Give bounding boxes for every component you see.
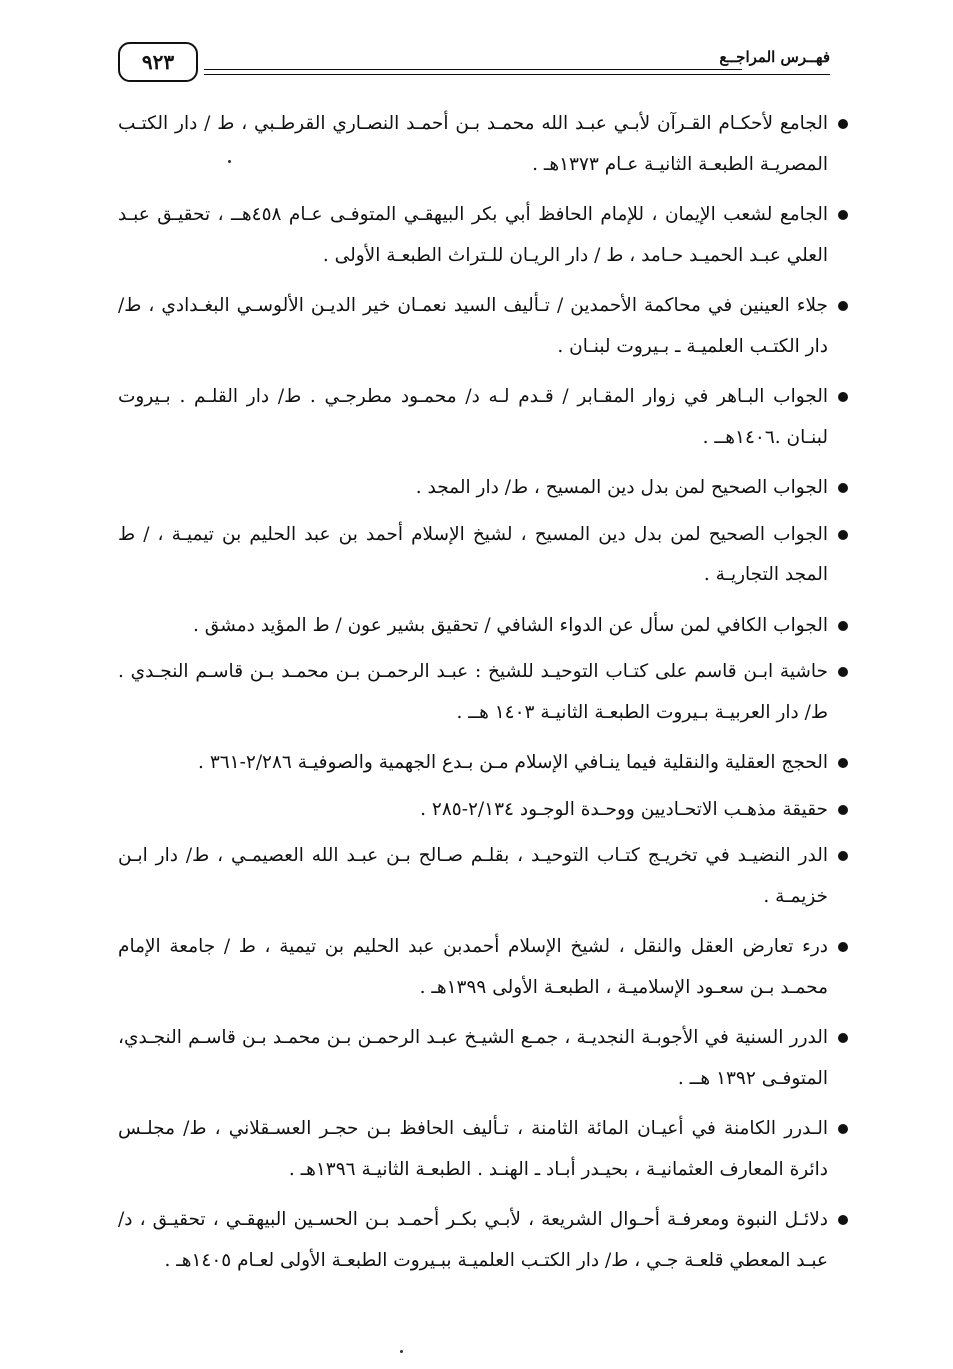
scan-speck: [400, 1350, 403, 1353]
page-header: [118, 42, 830, 88]
reference-text: الجواب الصحيح لمن بدل دين المسيح ، لشيخ الإسلام أحمد بن عبد الحليم بن تيميـة ، / ط المجد التجاريـة .: [118, 523, 828, 585]
reference-entry: [118, 1200, 852, 1281]
reference-entry: [118, 515, 852, 596]
reference-text: الدر النضيـد في تخريـج كتـاب التوحيـد ، بقلـم صـالح بـن عبـد الله العصيمـي ، ط/ دار ابـن خزيمـة .: [118, 845, 828, 907]
bullet-icon: [838, 301, 848, 311]
bullet-icon: [838, 392, 848, 402]
bullet-icon: [838, 621, 848, 631]
reference-text: دلائـل النبوة ومعرفـة أحـوال الشريعة ، لأبـي بكـر أحمـد بـن الحسـين البيهقـي ، تحقيـق ، د/ عبـد المعطي قلعـة جـي ، ط/ دار الكتـب العلميـة ببـيروت الطبعـة الأولى لعـام ١٤٠٥هـ .: [118, 1209, 828, 1271]
reference-text: الحجج العقلية والنقلية فيما ينـافي الإسلام مـن بـدع الجهمية والصوفيـة ٢/٢٨٦-٣٦١ .: [198, 752, 828, 773]
reference-entry: [118, 836, 852, 917]
bullet-icon: [838, 119, 848, 129]
reference-entry: [118, 790, 852, 831]
bullet-icon: [838, 805, 848, 815]
bullet-icon: [838, 210, 848, 220]
bullet-icon: [838, 851, 848, 861]
reference-text: الـدرر الكامنة في أعيـان المائة الثامنة ، تـأليف الحافظ بـن حجـر العسـقلاني ، ط/ مجلـس دائرة المعارف العثمانيـة ، بحيـدر أبـاد ـ الهنـد . الطبعـة الثانيـة ١٣٩٦هـ .: [118, 1118, 828, 1180]
running-title: فهــرس المراجــع: [715, 48, 830, 66]
scan-speck: [228, 160, 231, 163]
bullet-icon: [838, 758, 848, 768]
bullet-icon: [838, 667, 848, 677]
page-number: ٩٢٣: [118, 42, 198, 82]
reference-entry: [118, 286, 852, 367]
reference-text: الجواب الصحيح لمن بدل دين المسيح ، ط/ دار المجد .: [415, 477, 828, 498]
bullet-icon: [838, 1124, 848, 1134]
reference-entry: [118, 652, 852, 733]
reference-text: جلاء العينين في محاكمة الأحمدين / تـأليف السيد نعمـان خير الديـن الألوسـي البغـدادي ، ط/ دار الكتـب العلميـة ـ بـيروت لبنـان .: [118, 295, 828, 357]
bullet-icon: [838, 530, 848, 540]
reference-entry: [118, 377, 852, 458]
reference-entry: [118, 743, 852, 784]
reference-entry: [118, 1018, 852, 1099]
reference-text: درء تعارض العقل والنقل ، لشيخ الإسلام أحمدبن عبد الحليم بن تيمية ، ط / جامعة الإمام محمـد بـن سعـود الإسلاميـة ، الطبعـة الأولى ١٣٩٩هـ .: [118, 936, 828, 998]
bullet-icon: [838, 483, 848, 493]
bullet-icon: [838, 1033, 848, 1043]
header-rule: [204, 69, 742, 70]
reference-text: الجامع لشعب الإيمان ، للإمام الحافظ أبي بكر البيهقـي المتوفـى عـام ٤٥٨هــ ، تحقيـق عبـد العلي عبـد الحميـد حـامد ، ط / دار الريـان للـتراث الطبعـة الأولى .: [118, 204, 829, 266]
reference-text: الجامع لأحكـام القـرآن لأبـي عبـد الله محمـد بـن أحمـد النصـاري القرطـبي ، ط / دار الكتـب المصريـة الطبعـة الثانيـة عـام ١٣٧٣هـ .: [118, 113, 828, 175]
reference-entry: [118, 468, 852, 509]
reference-entry: [118, 1109, 852, 1190]
reference-text: حاشية ابـن قاسم على كتـاب التوحيـد للشيخ : عبـد الرحمـن بـن محمـد بـن قاسـم النجـدي . ط/ دار العربيـة بـيروت الطبعـة الثانيـة ١٤٠٣ هــ .: [118, 661, 828, 723]
reference-text: الدرر السنية في الأجوبـة النجديـة ، جمـع الشيـخ عبـد الرحمـن بـن محمـد بـن قاسـم النجـدي، المتوفـى ١٣٩٢ هــ .: [118, 1027, 828, 1089]
reference-entry: [118, 104, 852, 185]
reference-entry: [118, 927, 852, 1008]
reference-text: حقيقة مذهـب الاتحـاديين ووحـدة الوجـود ٢/١٣٤-٢٨٥ .: [420, 798, 828, 820]
bullet-icon: [838, 1215, 848, 1225]
reference-text: الجواب البـاهر في زوار المقـابر / قـدم لـه د/ محمـود مطرجـي . ط/ دار القلـم . بـيروت لبنـان .١٤٠٦هــ .: [118, 386, 828, 448]
reference-list: [118, 104, 852, 1291]
reference-entry: [118, 606, 852, 647]
header-rule: [204, 74, 830, 75]
reference-entry: [118, 195, 852, 276]
reference-text: الجواب الكافي لمن سأل عن الدواء الشافي / تحقيق بشير عون / ط المؤيد دمشق .: [193, 614, 828, 636]
bullet-icon: [838, 942, 848, 952]
